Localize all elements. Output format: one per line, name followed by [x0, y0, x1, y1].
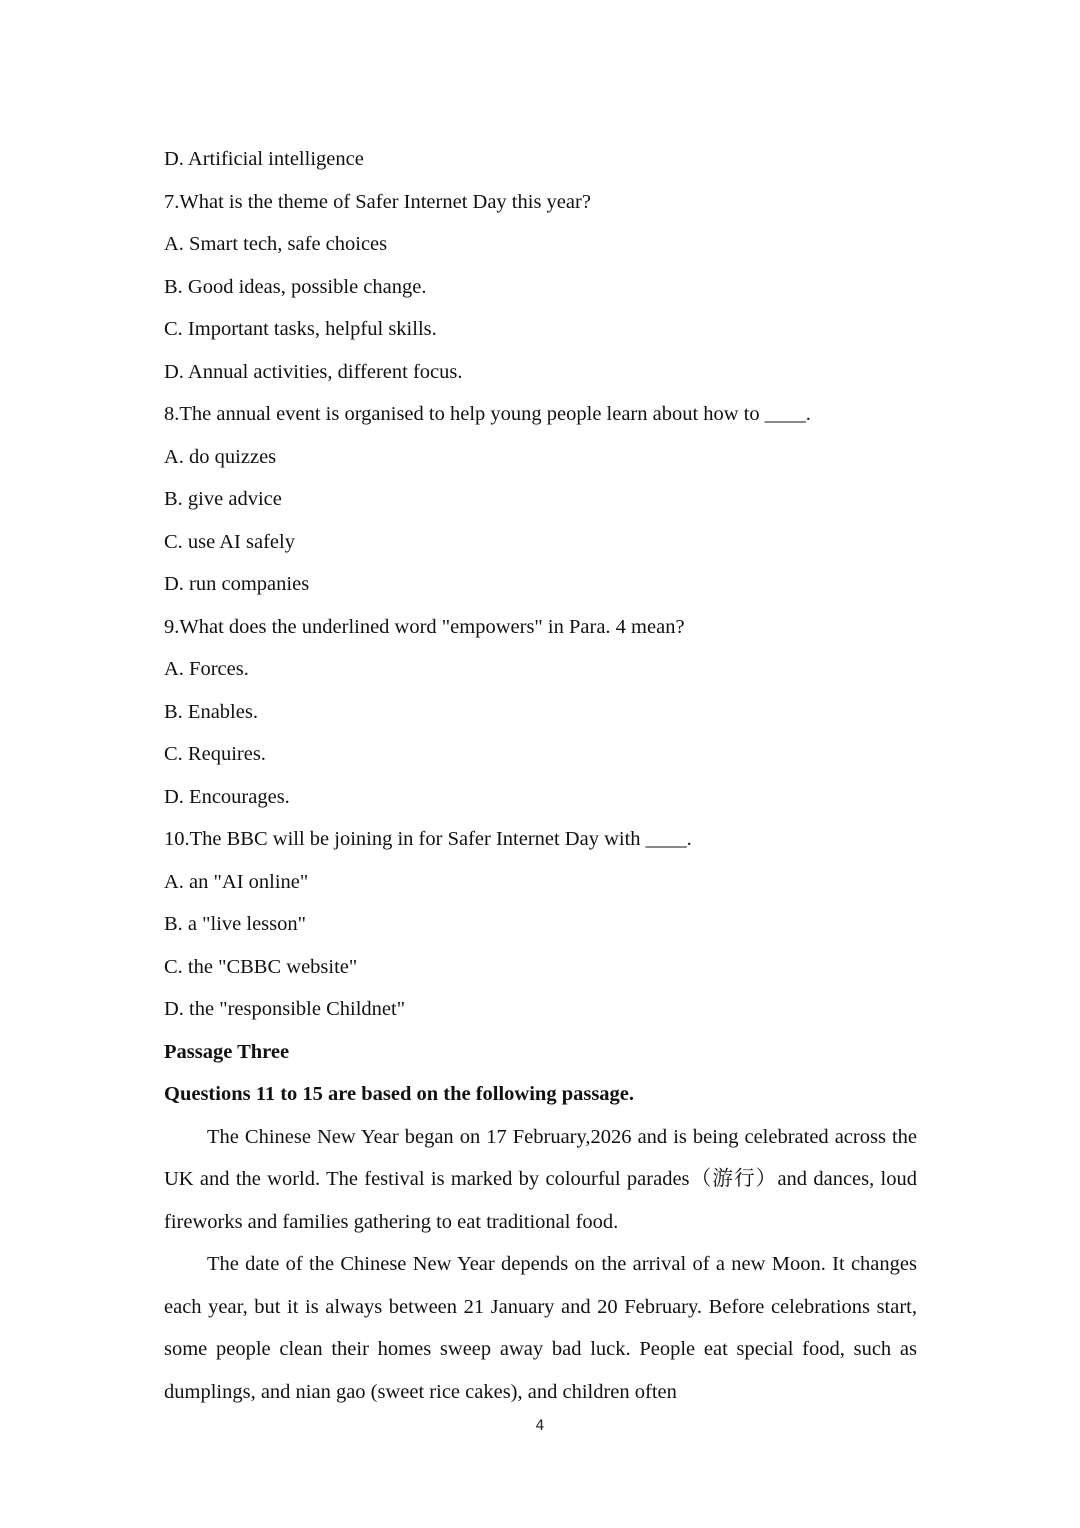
option-line: B. give advice [164, 488, 282, 510]
option-line: D. Encourages. [164, 785, 290, 808]
option-line: A. an "AI online" [164, 870, 309, 893]
page-number: 4 [535, 1418, 545, 1434]
question-9: 9.What does the underlined word "empowers" in Para. 4 mean? [164, 615, 685, 638]
option-line: B. Enables. [164, 700, 258, 723]
option-line: C. Important tasks, helpful skills. [164, 318, 437, 340]
option-line: B. Good ideas, possible change. [164, 275, 427, 298]
option-line: C. Requires. [164, 743, 266, 765]
question-7: 7.What is the theme of Safer Internet Day this year? [164, 190, 591, 213]
option-line: A. Smart tech, safe choices [164, 233, 388, 255]
option-line: A. do quizzes [164, 445, 277, 468]
passage-paragraph-1: The Chinese New Year began on 17 February,2026 and is being celebrated across the UK and the world. The festival is marked by colourful parades（游行）and dances, loud fireworks and families gathering to eat traditional food. [164, 1125, 917, 1233]
option-line: A. Forces. [164, 658, 249, 680]
option-line: B. a "live lesson" [164, 913, 306, 935]
passage-paragraph-2: The date of the Chinese New Year depends on the arrival of a new Moon. It changes each year, but it is always between 21 January and 20 February. Before celebrations start, some people clean their homes sweep away bad luck. People eat special food, such as dumplings, and nian gao (sweet rice cakes), and children often [164, 1253, 917, 1403]
option-line: D. the "responsible Childnet" [164, 998, 406, 1020]
option-line: D. run companies [164, 573, 310, 595]
passage-heading: Passage Three [164, 1040, 290, 1063]
question-8: 8.The annual event is organised to help young people learn about how to ____. [164, 403, 811, 425]
exam-page-content [164, 138, 917, 1413]
question-10: 10.The BBC will be joining in for Safer Internet Day with ____. [164, 828, 692, 850]
passage-instruction: Questions 11 to 15 are based on the following passage. [164, 1083, 635, 1105]
option-line: D. Annual activities, different focus. [164, 360, 463, 383]
option-line: C. use AI safely [164, 530, 295, 553]
option-line: C. the "CBBC website" [164, 955, 358, 978]
option-line: D. Artificial intelligence [164, 148, 364, 170]
